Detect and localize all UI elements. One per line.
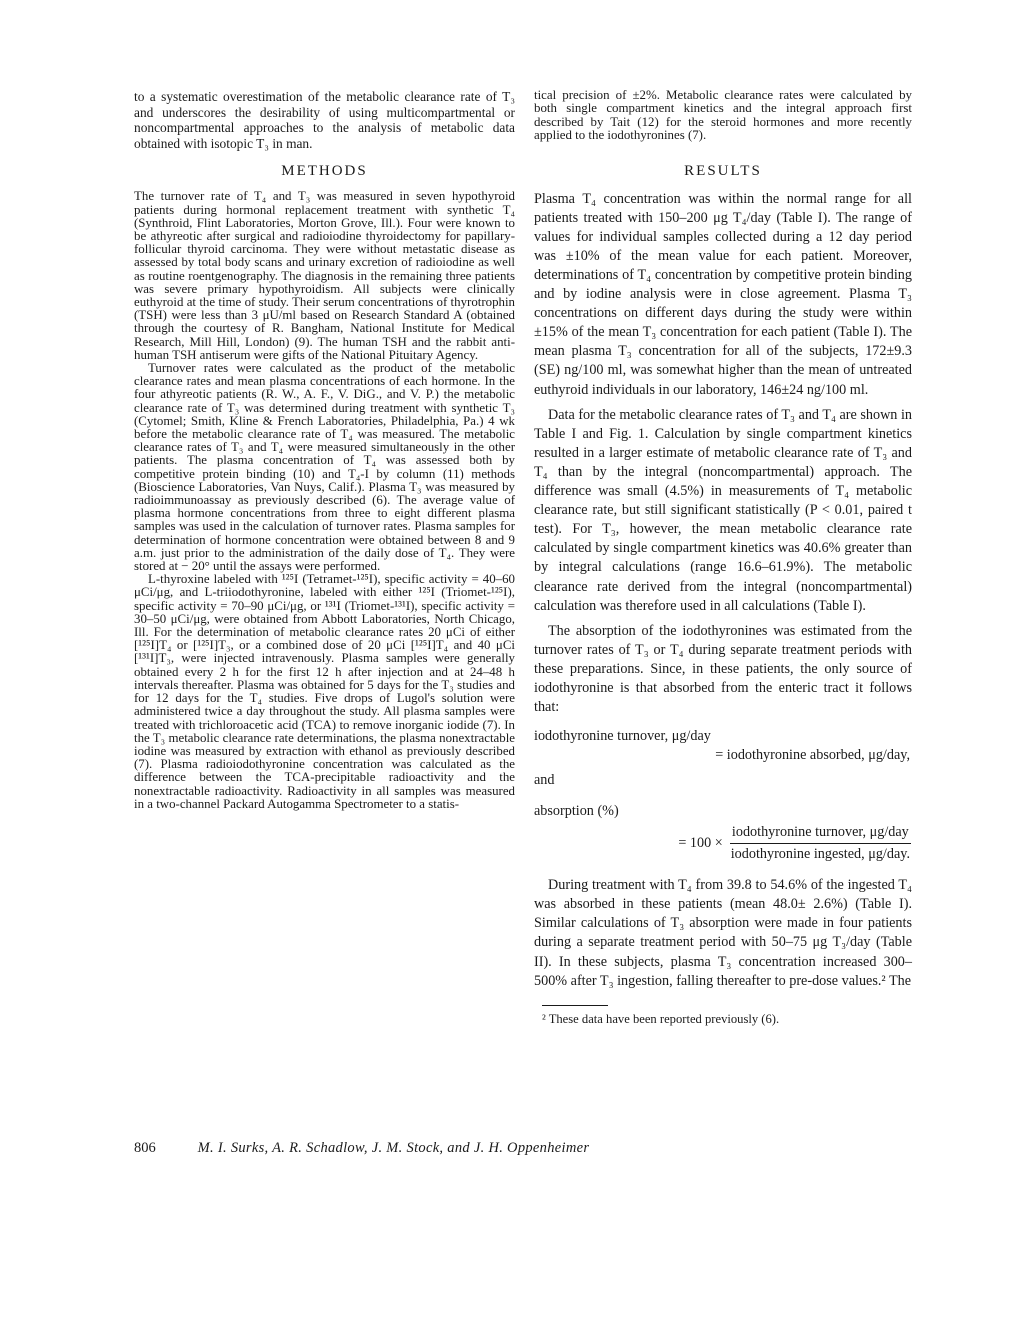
equation-2-prefix: = 100 ×: [678, 835, 723, 852]
results-paragraph-1: Plasma T₄ concentration was within the normal range for all patients treated with 150–200 μg T₄/day (Table I). The range of values for individual samples collected during a 12 day period was ±10% of the mean value for each patient. Moreover, determinations of T₄ concentration by competitive protein binding and by iodine analysis were in close agreement. Plasma T₃ concentrations on different days during the study were within ±15% of the mean T₃ concentration for each patient (Table I). The mean plasma T₃ concentration for all of the subjects, 172±9.3 (SE) ng/100 ml, was somewhat higher than the mean of untreated euthyroid individuals in our laboratory, 146±24 ng/100 ml.: [534, 190, 912, 398]
results-paragraph-4: During treatment with T₄ from 39.8 to 54.6% of the ingested T₄ was absorbed in these patients (mean 48.0± 2.6%) (Table I). Similar calculations of T₃ absorption were made in four patients during a separate treatment period with 50–75 μg T₃/day (Table II). In these subjects, plasma T₃ concentration increased 300–500% after T₃ ingestion, falling thereafter to pre-dose values.² The: [534, 877, 912, 989]
methods-heading: METHODS: [281, 163, 368, 180]
equation-block: [534, 727, 912, 864]
methods-paragraph-2: Turnover rates were calculated as the product of the metabolic clearance rates and mean plasma concentrations of each hormone. In the four athyreotic patients (R. W., A. F., V. DiG., and V. P.) the metabolic clearance rate of T₃ was determined during treatment with synthetic T₃ (Cytomel; Smith, Kline & French Laboratories, Philadelphia, Pa.) 4 wk before the metabolic clearance rate of T₄ was measured. The metabolic clearance rates of T₃ and T₄ were measured simultaneously in the other patients. The plasma concentration of T₄ was assessed both by competitive protein binding (10) and T₄-I by column (11) methods (Bioscience Laboratories, Van Nuys, Calif.). Plasma T₃ was measured by radioimmunoassay as previously described (6). The average value of plasma hormone concentrations from three to eight different plasma samples was used in the calculation of turnover rates. Plasma samples for determination of hormone concentration were obtained between 8 and 9 a.m. just prior to the administration of the daily dose of T₄. They were stored at − 20° until the assays were performed.: [134, 361, 515, 574]
equation-and: and: [534, 772, 555, 789]
methods-section: [134, 190, 515, 811]
fraction-numerator: iodothyronine turnover, μg/day: [730, 823, 911, 844]
equation-2-row: [534, 823, 912, 864]
footnote-divider: [542, 1005, 608, 1006]
results-heading: RESULTS: [684, 162, 762, 179]
methods-paragraph-1: The turnover rate of T₄ and T₃ was measured in seven hypothyroid patients during hormonal replacement treatment with synthetic T₄ (Synthroid, Flint Laboratories, Morton Grove, Ill.). Four were known to be athyreotic after surgical and radioiodine thyroidectomy for papillary-follicular thyroid carcinoma. They were without metastatic disease as assessed by total body scans and urinary excretion of radioiodine as well as routine roentgenography. The diagnosis in the remaining three patients was severe primary hypothyroidism. All subjects were clinically euthyroid at the time of study. Their serum concentrations of thyrotrophin (TSH) were less than 3 μU/ml based on Research Standard A (obtained through the courtesy of R. Bangham, National Institute for Medical Research, Mill Hill, London) (9). The human TSH and the rabbit anti-human TSH antiserum were gifts of the National Pituitary Agency.: [134, 189, 515, 362]
page-number: 806: [134, 1140, 156, 1156]
footnote: ² These data have been reported previously (6).: [542, 1011, 780, 1026]
page-footer: [134, 1140, 589, 1157]
results-paragraph-2: Data for the metabolic clearance rates of T₃ and T₄ are shown in Table I and Fig. 1. Calculation by single compartment kinetics resulted in a larger estimate of metabolic clearance rate of T₃ and T₄ than by the integral (noncompartmental) approach. The difference was small (4.5%) in measurements of T₄ metabolic clearance rate, but still significant statistically (P < 0.01, paired t test). For T₃, however, the mean metabolic clearance rate calculated by single compartment kinetics was 40.6% greater than by integral calculations (range 16.6–61.9%). The metabolic clearance rate derived from the integral (noncompartmental) calculation was therefore used in all calculations (Table I).: [534, 406, 912, 614]
equation-2-fraction: [729, 823, 912, 864]
author-line: M. I. Surks, A. R. Schadlow, J. M. Stock, and J. H. Oppenheimer: [197, 1140, 590, 1156]
methods-continuation: tical precision of ±2%. Metabolic clearance rates were calculated by both single compartment kinetics and the integral approach first described by Tait (12) for the steroid hormones and more recently applied to the iodothyronines (7).: [534, 88, 912, 143]
equation-1-left: iodothyronine turnover, μg/day: [534, 728, 711, 745]
methods-paragraph-3: L-thyroxine labeled with ¹²⁵I (Tetramet-¹²⁵I), specific activity = 40–60 μCi/μg, and L-triiodothyronine, labeled with either ¹²⁵I (Triomet-¹²⁵I), specific activity = 70–90 μCi/μg, or ¹³¹I (Triomet-¹³¹I), specific activity = 30–50 μCi/μg, were obtained from Abbott Laboratories, North Chicago, Ill. For the determination of metabolic clearance rates 20 μCi of either [¹²⁵I]T₄ or [¹²⁵I]T₃, or a combined dose of 20 μCi [¹²⁵I]T₄ and 40 μCi [¹³¹I]T₃, were injected intravenously. Plasma samples were generally obtained every 2 h for the first 12 h after injection and at 24–48 h intervals thereafter. Plasma was obtained for 5 days for the T₃ studies and for 12 days for the T₄ studies. Five drops of Lugol's solution were administered twice a day throughout the study. All plasma samples were treated with trichloroacetic acid (TCA) to remove inorganic iodide (7). In the T₃ metabolic clearance rate determinations, the plasma nonextractable iodine was measured by extraction with ethanol as previously described (7). Plasma radioiodothyronine concentration was calculated as the difference between the TCA-precipitable radioactivity and the nonextractable radioactivity. Radioactivity in all samples was measured in a two-channel Packard Autogamma Spectrometer to a statis-: [134, 572, 515, 811]
intro-paragraph: to a systematic overestimation of the metabolic clearance rate of T₃ and underscores the desirability of using multicompartmental or noncompartmental approaches to the analysis of metabolic data obtained with isotopic T₃ in man.: [134, 89, 515, 151]
fraction-denominator: iodothyronine ingested, μg/day.: [730, 846, 910, 863]
left-column: [134, 89, 515, 811]
equation-1-right: = iodothyronine absorbed, μg/day,: [715, 747, 910, 764]
results-paragraph-3: The absorption of the iodothyronines was estimated from the turnover rates of T₃ or T₄ during separate treatment periods with these preparations. Since, in these patients, the only source of iodothyronine is that absorbed from the enteric tract it follows that:: [534, 622, 912, 716]
results-section: [534, 190, 912, 991]
right-column: [534, 89, 912, 1026]
equation-2-left: absorption (%): [534, 803, 619, 820]
